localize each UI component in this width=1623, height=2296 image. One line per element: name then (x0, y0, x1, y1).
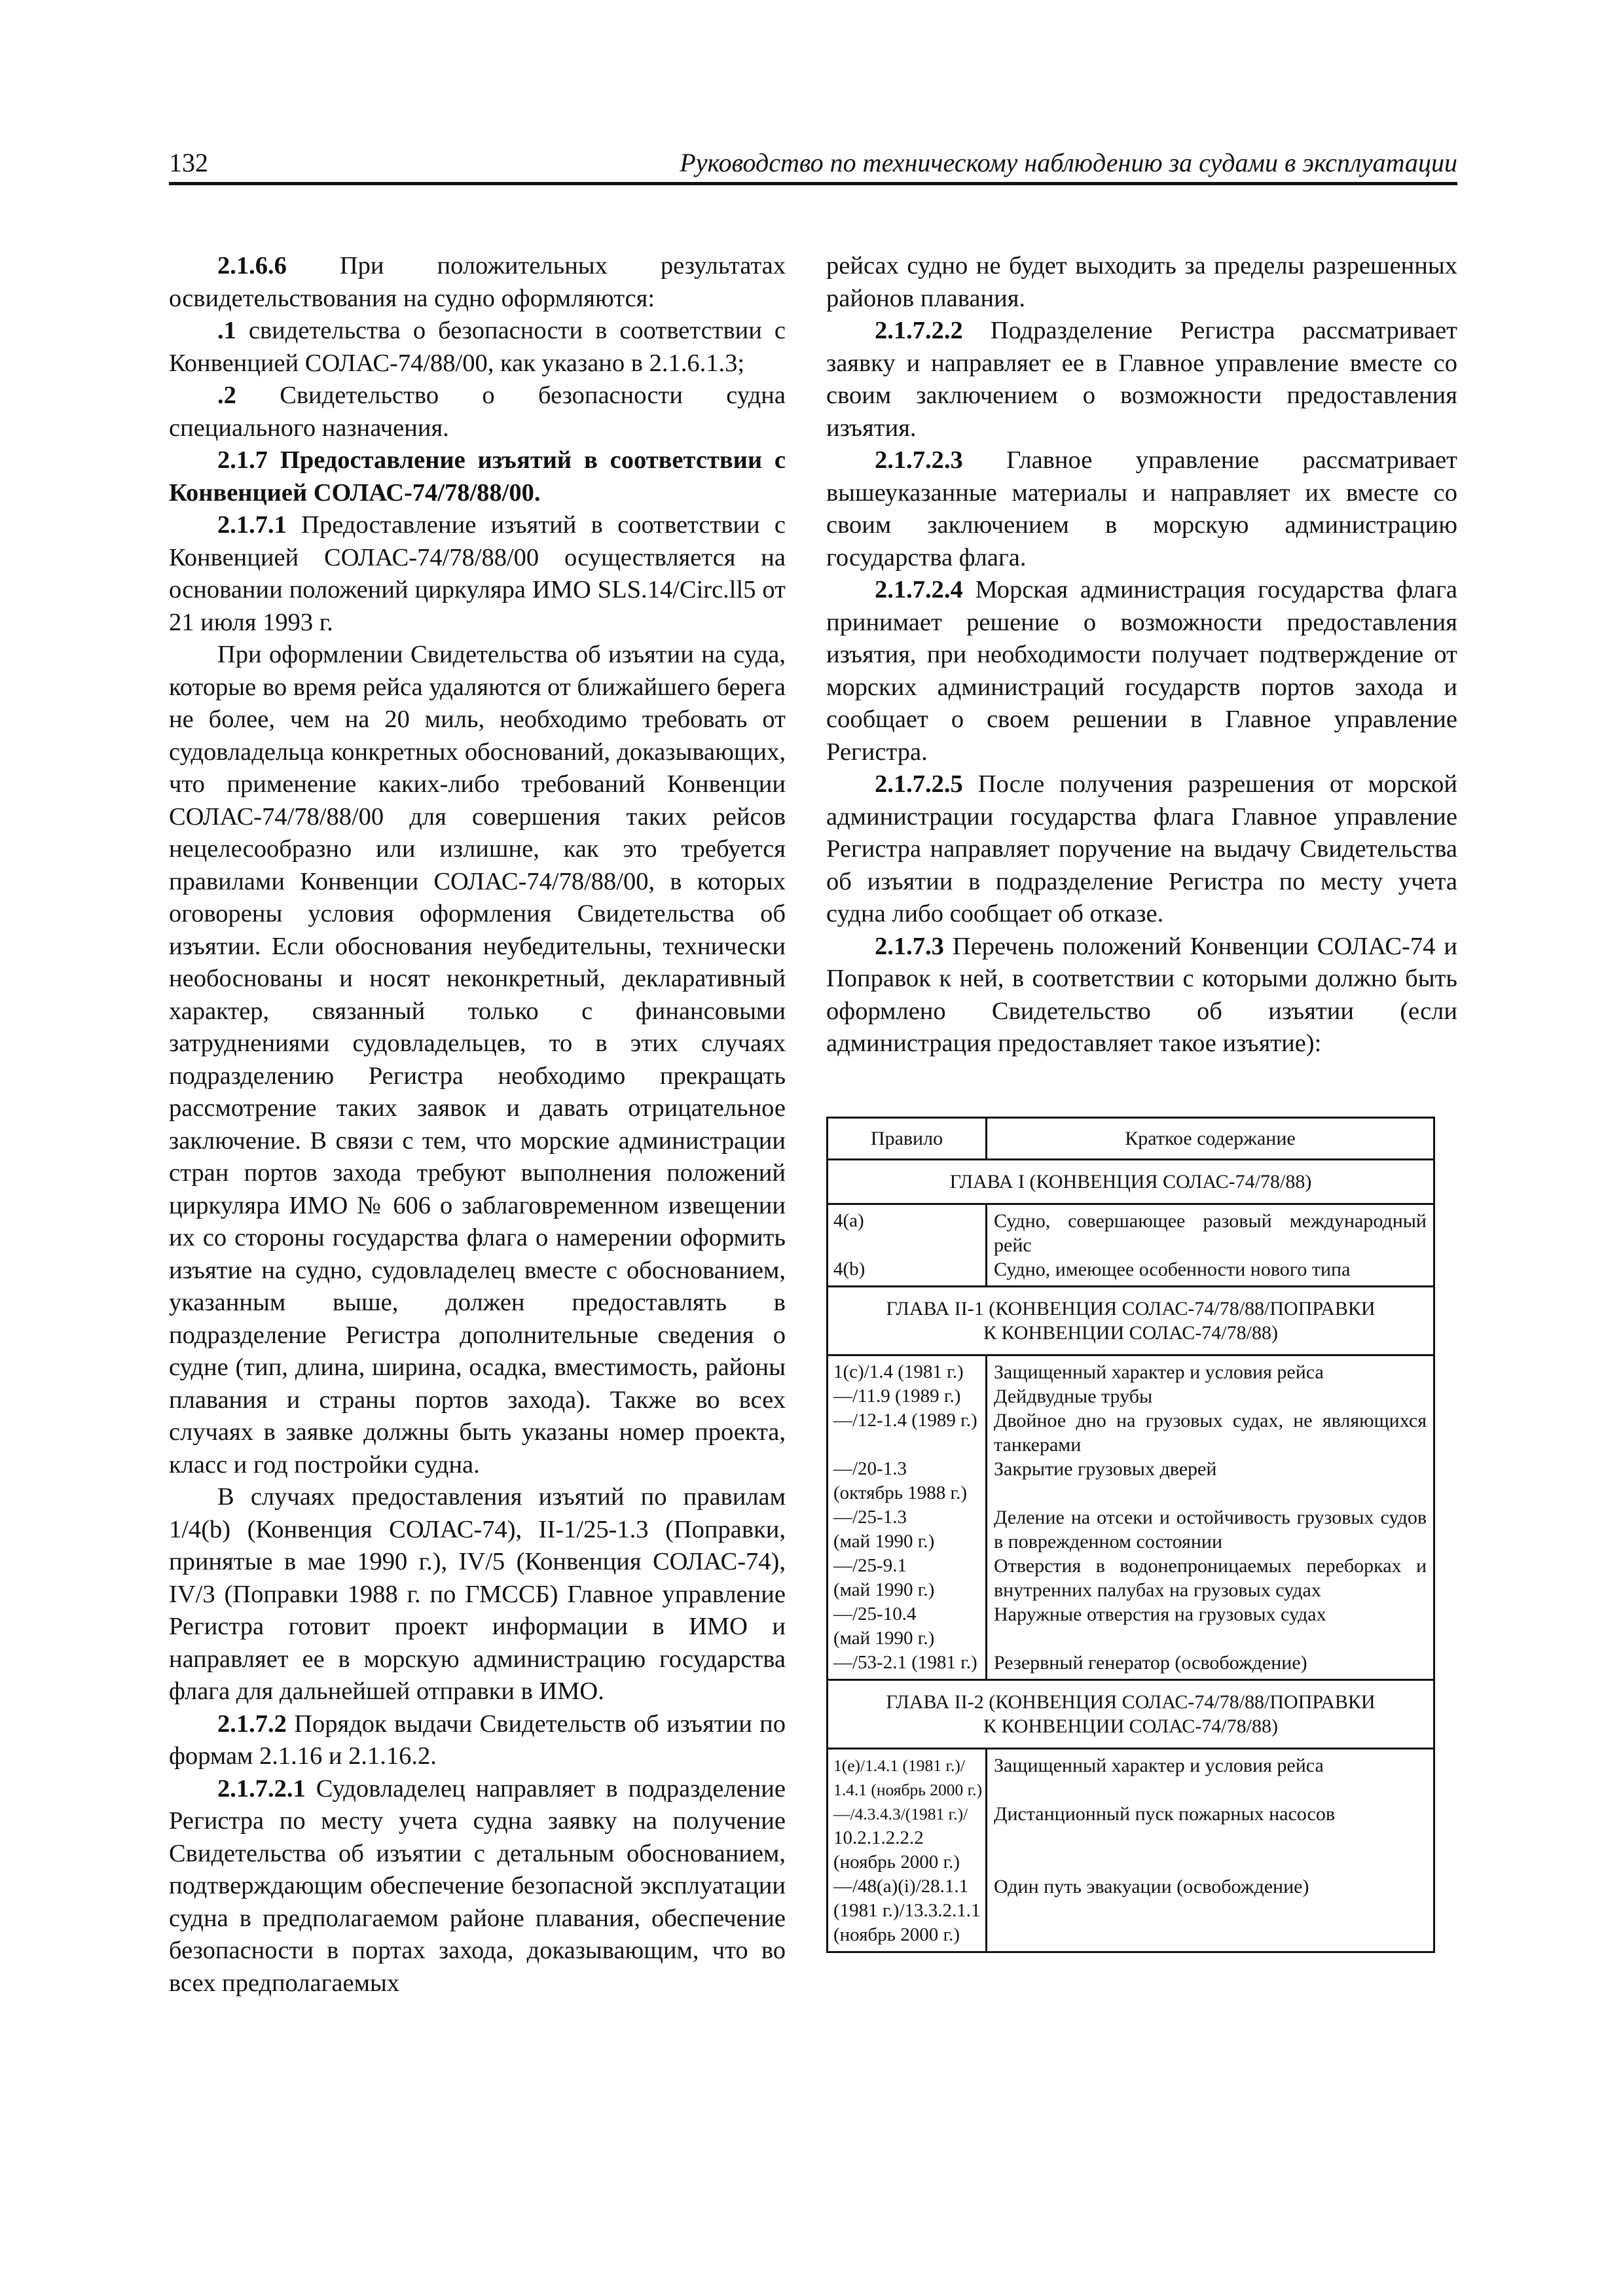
paragraph: рейсах судно не будет выходить за пределы разрешенных районов плавания. (826, 252, 1457, 312)
paragraph: .1 свидетельства о безопасности в соответствии с Конвенцией СОЛАС-74/88/00, как указано в 2.1.6.1.3; (169, 317, 786, 377)
column-header-rule: Правило (828, 1118, 987, 1160)
rule-cell: 1(е)/1.4.1 (1981 г.)/ 1.4.1 (ноябрь 2000 г.) —/4.3.4.3/(1981 г.)/ 10.2.1.2.2.2 (ноябрь 2000 г.) —/48(а)(i)/28.1.1 (1981 г.)/13.3.2.1.1 (ноябрь 2000 г.) (828, 1749, 987, 1952)
table-row (828, 1355, 1434, 1680)
rule-cell: 1(с)/1.4 (1981 г.) —/11.9 (1989 г.) —/12-1.4 (1989 г.) —/20-1.3 (октябрь 1988 г.) —/25-1.3 (май 1990 г.) —/25-9.1 (май 1990 г.) —/25-10.4 (май 1990 г.) —/53-2.1 (1981 г.) (828, 1355, 987, 1680)
chapter-title: ГЛАВА II-2 (КОНВЕНЦИЯ СОЛАС-74/78/88/ПОПРАВКИ К КОНВЕНЦИИ СОЛАС-74/78/88) (828, 1680, 1434, 1749)
right-column (826, 250, 1457, 1060)
summary-cell: Судно, совершающее разовый международный рейс Судно, имеющее особенности нового типа (987, 1204, 1434, 1287)
chapter-row (828, 1287, 1434, 1355)
running-title: Руководство по техническому наблюдению за судами в эксплуатации (680, 148, 1457, 177)
paragraph: 2.1.7.1 Предоставление изъятий в соответствии с Конвенцией СОЛАС-74/78/88/00 осуществляется на основании положений циркуляра ИМО SLS.14/Circ.ll5 от 21 июля 1993 г. (169, 511, 786, 636)
paragraph: В случаях предоставления изъятий по правилам 1/4(b) (Конвенция СОЛАС-74), II-1/25-1.3 (Поправки, принятые в мае 1990 г.), IV/5 (Конвенция СОЛАС-74), IV/3 (Поправки 1988 г. по ГМССБ) Главное управление Регистра готовит проект информации в ИМО и направляет ее в морскую администрацию государства флага для дальнейшей отправки в ИМО. (169, 1483, 786, 1705)
column-header-summary: Краткое содержание (987, 1118, 1434, 1160)
exemptions-table (826, 1117, 1435, 1953)
paragraph: 2.1.7.2.2 Подразделение Регистра рассматривает заявку и направляет ее в Главное управление вместе со своим заключением о возможности предоставления изъятия. (826, 317, 1457, 442)
paragraph: 2.1.7.3 Перечень положений Конвенции СОЛАС-74 и Поправок к ней, в соответствии с которыми должно быть оформлено Свидетельство об изъятии (если администрация предоставляет такое изъятие): (826, 932, 1457, 1057)
page-number: 132 (169, 148, 208, 177)
section-heading: 2.1.7 Предоставление изъятий в соответствии с Конвенцией СОЛАС-74/78/88/00. (169, 446, 786, 507)
paragraph: 2.1.7.2 Порядок выдачи Свидетельств об изъятии по формам 2.1.16 и 2.1.16.2. (169, 1710, 786, 1770)
chapter-title: ГЛАВА II-1 (КОНВЕНЦИЯ СОЛАС-74/78/88/ПОПРАВКИ К КОНВЕНЦИИ СОЛАС-74/78/88) (828, 1287, 1434, 1355)
summary-cell: Защищенный характер и условия рейса Дейдвудные трубы Двойное дно на грузовых судах, не являющихся танкерами Закрытие грузовых дверей Деление на отсеки и остойчивость грузовых судов в поврежденном состоянии Отверстия в водонепроницаемых переборках и внутренних палубах на грузовых судах Наружные отверстия на грузовых судах Резервный генератор (освобождение) (987, 1355, 1434, 1680)
left-column (169, 250, 786, 2000)
paragraph: 2.1.7.2.3 Главное управление рассматривает вышеуказанные материалы и направляет их вместе со своим заключением в морскую администрацию государства флага. (826, 446, 1457, 571)
table-header-row (828, 1118, 1434, 1160)
chapter-row (828, 1680, 1434, 1749)
chapter-title: ГЛАВА I (КОНВЕНЦИЯ СОЛАС-74/78/88) (828, 1160, 1434, 1204)
table-row (828, 1749, 1434, 1952)
paragraph: 2.1.7.2.1 Судовладелец направляет в подразделение Регистра по месту учета судна заявку на получение Свидетельства об изъятии с детальным обоснованием, подтверждающим обеспечение безопасной эксплуатации судна в предполагаемом районе плавания, обеспечение безопасности в портах захода, доказывающим, что во всех предполагаемых (169, 1774, 786, 1997)
paragraph: При оформлении Свидетельства об изъятии на суда, которые во время рейса удаляются от ближайшего берега не более, чем на 20 миль, необходимо требовать от судовладельца конкретных обоснований, доказывающих, что применение каких-либо требований Конвенции СОЛАС-74/78/88/00 для совершения таких рейсов нецелесообразно или излишне, как это требуется правилами Конвенции СОЛАС-74/78/88/00, в которых оговорены условия оформления Свидетельства об изъятии. Если обоснования неубедительны, технически необоснованы и носят неконкретный, декларативный характер, связанный только с финансовыми затруднениями судовладельцев, то в этих случаях подразделению Регистра необходимо прекращать рассмотрение таких заявок и давать отрицательное заключение. В связи с тем, что морские администрации стран портов захода требуют выполнения положений циркуляра ИМО № 606 о заблаговременном извещении их со стороны государства флага о намерении оформить изъятие на судно, судовладелец вместе с обоснованием, указанным выше, должен предоставлять в подразделение Регистра дополнительные сведения о судне (тип, длина, ширина, осадка, вместимость, районы плавания и страны портов захода). Также во всех случаях в заявке должны быть указаны номер проекта, класс и год постройки судна. (169, 641, 786, 1479)
running-header (169, 145, 1457, 185)
paragraph: 2.1.6.6 При положительных результатах освидетельствования на судно оформляются: (169, 252, 786, 312)
summary-cell: Защищенный характер и условия рейса Дистанционный пуск пожарных насосов Один путь эвакуации (освобождение) (987, 1749, 1434, 1952)
table-row (828, 1204, 1434, 1287)
chapter-row (828, 1160, 1434, 1204)
rule-cell: 4(а) 4(b) (828, 1204, 987, 1287)
paragraph: 2.1.7.2.5 После получения разрешения от морской администрации государства флага Главное управление Регистра направляет поручение на выдачу Свидетельства об изъятии в подразделение Регистра по месту учета судна либо сообщает об отказе. (826, 770, 1457, 927)
paragraph: .2 Свидетельство о безопасности судна специального назначения. (169, 382, 786, 442)
paragraph: 2.1.7.2.4 Морская администрация государства флага принимает решение о возможности предоставления изъятия, при необходимости получает подтверждение от морских администраций государств портов захода и сообщает о своем решении в Главное управление Регистра. (826, 576, 1457, 766)
